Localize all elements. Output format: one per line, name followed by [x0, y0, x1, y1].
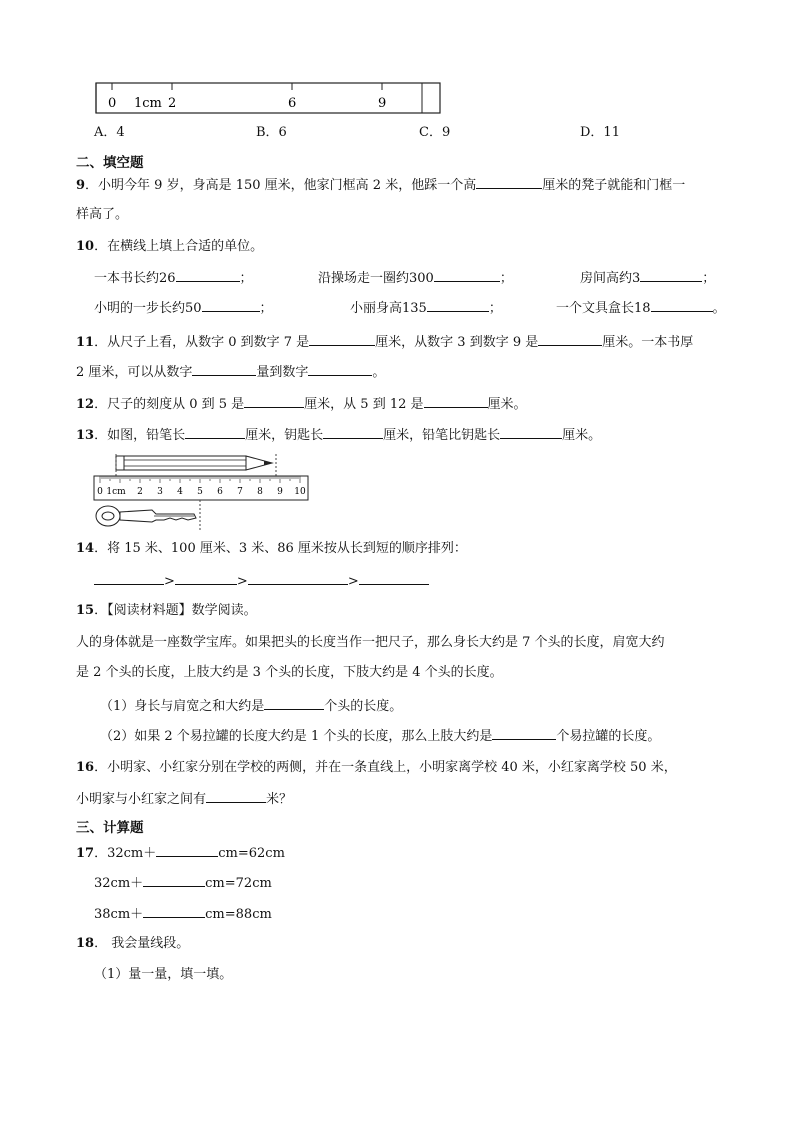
answer-blank[interactable]	[143, 873, 205, 887]
option-c: C．9	[419, 125, 451, 140]
answer-blank[interactable]	[206, 789, 266, 803]
question-text: 厘米的凳子就能和门框一	[542, 178, 686, 193]
answer-blank[interactable]	[427, 298, 489, 312]
question-number: 13	[76, 428, 95, 443]
answer-blank[interactable]	[309, 332, 375, 346]
question-number: 17	[76, 846, 95, 861]
ruler-label: 2	[137, 487, 143, 497]
question-16-cont: 小明家与小红家之间有 米？	[76, 789, 292, 809]
answer-blank[interactable]	[492, 726, 556, 740]
question-18: 18． 我会量线段。	[76, 936, 190, 951]
answer-blank[interactable]	[500, 425, 562, 439]
answer-blank[interactable]	[156, 843, 218, 857]
answer-blank[interactable]	[308, 362, 372, 376]
question-15-sub1: （1）身长与肩宽之和大约是 个头的长度。	[100, 696, 402, 716]
question-17: 17．32cm＋ cm=62cm	[76, 843, 285, 863]
question-17-line2: 32cm＋ cm=72cm	[94, 873, 272, 893]
question-number: 11	[76, 335, 95, 350]
ruler-label: 7	[237, 487, 243, 497]
answer-blank[interactable]	[323, 425, 383, 439]
question-number: 14	[76, 541, 95, 556]
section-title-calculation: 三、计算题	[76, 820, 144, 836]
question-12: 12．尺子的刻度从 0 到 5 是 厘米，从 5 到 12 是 厘米。	[76, 394, 527, 414]
question-11: 11．从尺子上看，从数字 0 到数字 7 是 厘米，从数字 3 到数字 9 是 厘米。一本书厚	[76, 332, 693, 352]
ruler-label: 4	[177, 487, 183, 497]
ruler-label: 6	[217, 487, 223, 497]
answer-blank[interactable]	[434, 268, 500, 282]
answer-blank[interactable]	[424, 394, 488, 408]
answer-blank[interactable]	[640, 268, 702, 282]
ruler-label: 1cm	[106, 487, 126, 497]
pencil-ruler-key-figure	[90, 452, 312, 534]
q10-item: 一个文具盒长18 。	[556, 298, 726, 318]
q10-item: 小明的一步长约50 ；	[94, 298, 273, 318]
answer-blank[interactable]	[248, 571, 348, 585]
question-16: 16．小明家、小红家分别在学校的两侧，并在一条直线上，小明家离学校 40 米，小红家离学校 50 米，	[76, 760, 677, 775]
question-9	[76, 175, 685, 195]
q10-item: 一本书长约26 ；	[94, 268, 253, 288]
question-11-cont: 2 厘米，可以从数字 量到数字 。	[76, 362, 385, 382]
answer-blank[interactable]	[94, 571, 164, 585]
answer-blank[interactable]	[202, 298, 260, 312]
answer-blank[interactable]	[143, 904, 205, 918]
top-ruler-label: 2	[168, 96, 177, 111]
answer-blank[interactable]	[192, 362, 256, 376]
q10-item: 沿操场走一圈约300 ；	[318, 268, 513, 288]
question-14-answer: > > >	[94, 571, 429, 591]
question-15-sub2: （2）如果 2 个易拉罐的长度大约是 1 个头的长度，那么上肢大约是 个易拉罐的长度。	[100, 726, 660, 746]
answer-blank[interactable]	[538, 332, 602, 346]
top-ruler-label: 6	[288, 96, 297, 111]
answer-blank[interactable]	[175, 571, 237, 585]
ruler-label: 8	[257, 487, 263, 497]
question-text: ．小明今年 9 岁，身高是 150 厘米，他家门框高 2 米，他踩一个高	[85, 178, 477, 193]
answer-blank[interactable]	[476, 175, 542, 189]
answer-blank[interactable]	[176, 268, 240, 282]
question-number: 16	[76, 760, 95, 775]
answer-blank[interactable]	[244, 394, 304, 408]
top-ruler-label: 1cm	[134, 96, 162, 111]
ruler-label: 9	[277, 487, 283, 497]
answer-blank[interactable]	[264, 696, 324, 710]
key-icon	[96, 506, 196, 526]
ruler-label: 0	[97, 487, 103, 497]
answer-blank[interactable]	[651, 298, 713, 312]
question-number: 10	[76, 239, 95, 254]
question-9-cont: 样高了。	[76, 207, 129, 222]
q10-item: 房间高约3 ；	[580, 268, 715, 288]
option-a: A．4	[94, 125, 125, 140]
question-15-p2: 是 2 个头的长度，上肢大约是 3 个头的长度，下肢大约是 4 个头的长度。	[76, 665, 503, 680]
question-number: 12	[76, 397, 95, 412]
top-ruler-figure	[94, 82, 444, 116]
question-number: 9	[76, 178, 86, 193]
question-15: 15．【阅读材料题】数学阅读。	[76, 603, 257, 618]
top-ruler-label: 9	[378, 96, 387, 111]
question-text: ．在横线上填上合适的单位。	[94, 239, 264, 254]
question-number: 15	[76, 603, 95, 618]
answer-blank[interactable]	[185, 425, 245, 439]
ruler-icon	[94, 476, 308, 500]
question-15-p1: 人的身体就是一座数学宝库。如果把头的长度当作一把尺子，那么身长大约是 7 个头的长度，肩宽大约	[76, 635, 665, 650]
question-10	[76, 238, 263, 256]
question-14: 14．将 15 米、100 厘米、3 米、86 厘米按从长到短的顺序排列：	[76, 541, 467, 556]
option-b: B．6	[256, 125, 287, 140]
ruler-label: 3	[157, 487, 163, 497]
question-13: 13．如图，铅笔长 厘米，钥匙长 厘米，铅笔比钥匙长 厘米。	[76, 425, 601, 445]
top-ruler-label: 0	[108, 96, 117, 111]
option-d: D．11	[580, 125, 620, 140]
question-17-line3: 38cm＋ cm=88cm	[94, 904, 272, 924]
question-18-sub1: （1）量一量，填一填。	[94, 967, 233, 982]
question-number: 18	[76, 936, 95, 951]
section-title-fill-blank: 二、填空题	[76, 155, 144, 171]
pencil-icon	[116, 456, 272, 470]
answer-blank[interactable]	[359, 571, 429, 585]
ruler-label: 10	[294, 487, 306, 497]
q10-item: 小丽身高135 ；	[350, 298, 502, 318]
ruler-label: 5	[197, 487, 203, 497]
